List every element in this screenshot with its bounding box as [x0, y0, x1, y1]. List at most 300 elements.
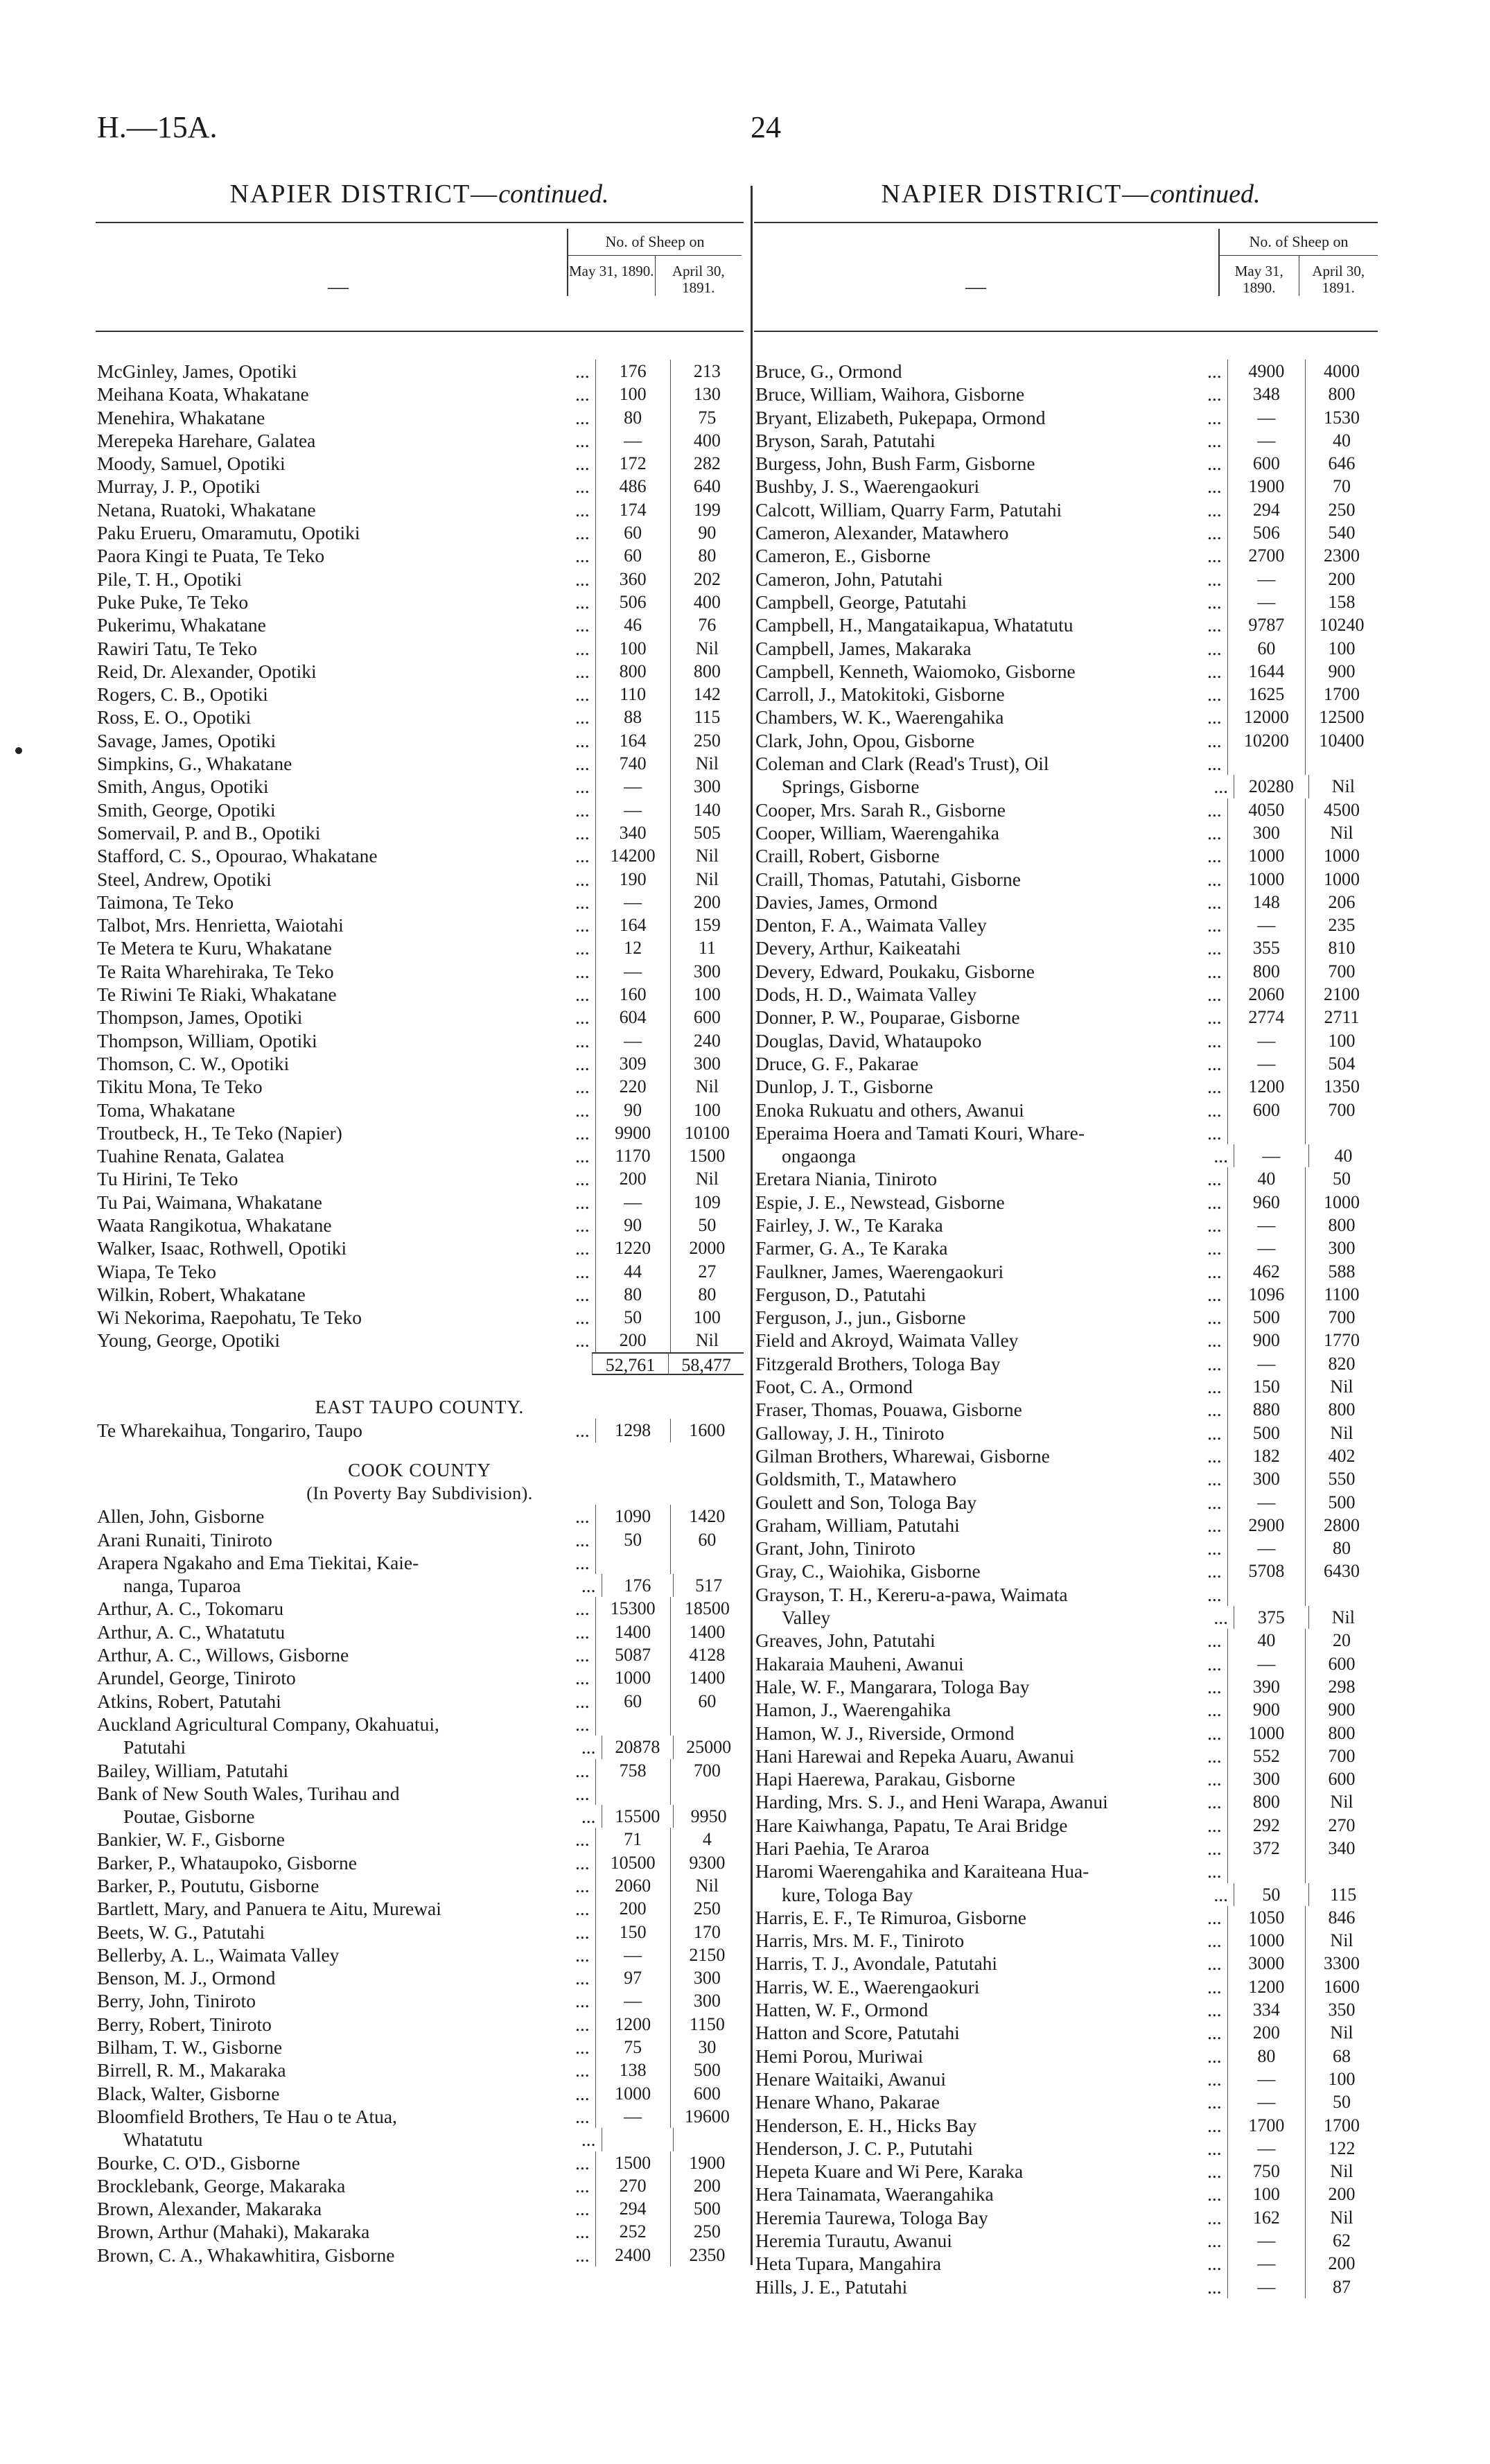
table-row: [96, 521, 744, 544]
table-row: [754, 406, 1378, 429]
leader-dots: ...: [1207, 1675, 1222, 1697]
value-may-1890: —: [1227, 2252, 1306, 2275]
value-april-1891: 50: [1305, 1167, 1378, 1190]
table-row: [754, 1860, 1378, 1882]
value-may-1890: 60: [595, 544, 670, 567]
value-april-1891: 206: [1305, 891, 1378, 914]
value-may-1890: 1170: [595, 1144, 670, 1167]
leader-dots: ...: [575, 1620, 590, 1643]
leader-dots: ...: [1207, 1444, 1222, 1467]
row-name: Haromi Waerengahika and Karaiteana Hua-: [755, 1860, 1089, 1882]
value-april-1891: 2150: [670, 1943, 744, 1966]
value-may-1890: 200: [595, 1167, 670, 1190]
value-may-1890: 355: [1227, 936, 1306, 959]
table-row: [754, 1329, 1378, 1352]
leader-dots: ...: [1207, 1237, 1222, 1259]
table-row: [754, 2068, 1378, 2090]
row-name: Bankier, W. F., Gisborne: [97, 1828, 285, 1851]
value-april-1891: 2100: [1305, 983, 1378, 1006]
leader-dots: ...: [575, 776, 590, 798]
value-may-1890: —: [1227, 2275, 1306, 2298]
value-april-1891: 1700: [1305, 2114, 1378, 2137]
value-april-1891: 40: [1308, 1144, 1378, 1167]
row-name: Rogers, C. B., Opotiki: [97, 683, 268, 706]
table-row: [96, 2082, 744, 2105]
value-may-1890: 500: [1227, 1422, 1306, 1444]
row-name: Arthur, A. C., Willows, Gisborne: [97, 1644, 349, 1666]
value-april-1891: 1770: [1305, 1329, 1378, 1352]
row-name: Barker, P., Poututu, Gisborne: [97, 1875, 319, 1896]
row-name: Smith, George, Opotiki: [97, 798, 276, 821]
leader-dots: ...: [1207, 1837, 1222, 1859]
value-may-1890: 1625: [1227, 683, 1306, 706]
value-may-1890: —: [1227, 1537, 1306, 1559]
leader-dots: ...: [575, 660, 590, 682]
row-name: Arthur, A. C., Whatatutu: [97, 1620, 286, 1643]
value-april-1891: 100: [670, 1099, 744, 1121]
leader-dots: ...: [575, 1214, 590, 1236]
value-april-1891: 2711: [1305, 1006, 1378, 1029]
value-may-1890: 1000: [1227, 1722, 1306, 1745]
value-may-1890: 390: [1227, 1675, 1306, 1698]
table-row: [96, 2105, 744, 2128]
table-row: [754, 1444, 1378, 1467]
table-row: [754, 914, 1378, 936]
cook-county-heading: [96, 1459, 744, 1482]
leader-dots: ...: [575, 1943, 590, 1966]
header-col-may: May 31, 1890.: [1234, 263, 1283, 296]
leader-dots: ...: [1207, 1560, 1222, 1582]
value-may-1890: 60: [595, 521, 670, 544]
value-may-1890: [595, 1713, 670, 1736]
row-name: Hamon, W. J., Riverside, Ormond: [755, 1722, 1015, 1744]
value-may-1890: 300: [1227, 821, 1306, 844]
value-may-1890: 604: [595, 1006, 670, 1029]
table-row: [96, 452, 744, 475]
table-row: [96, 891, 744, 914]
value-may-1890: 9900: [595, 1121, 670, 1144]
value-may-1890: —: [595, 2105, 670, 2128]
row-name: Netana, Ruatoki, Whakatane: [97, 498, 316, 521]
row-name: kure, Tologa Bay: [782, 1883, 913, 1905]
row-name: Burgess, John, Bush Farm, Gisborne: [755, 453, 1035, 475]
value-may-1890: [1227, 1121, 1306, 1144]
table-row: [96, 706, 744, 728]
value-april-1891: 2300: [1305, 544, 1378, 567]
leader-dots: ...: [575, 637, 590, 659]
value-april-1891: Nil: [670, 868, 744, 891]
value-may-1890: 270: [595, 2174, 670, 2197]
value-april-1891: 300: [670, 1989, 744, 2012]
table-row: [754, 1375, 1378, 1398]
value-may-1890: 200: [595, 1329, 670, 1352]
value-april-1891: 1400: [670, 1620, 744, 1643]
value-may-1890: 150: [595, 1921, 670, 1943]
leader-dots: ...: [1207, 821, 1222, 844]
value-may-1890: 1050: [1227, 1906, 1306, 1929]
row-name: Benson, M. J., Ormond: [97, 1967, 276, 1989]
table-row: [96, 1121, 744, 1144]
leader-dots: ...: [575, 475, 590, 498]
table-row: [96, 1874, 744, 1897]
table-row: [754, 660, 1378, 683]
table-row: [754, 775, 1378, 798]
value-april-1891: 300: [670, 775, 744, 798]
value-april-1891: 1530: [1305, 406, 1378, 429]
value-april-1891: [1305, 1860, 1378, 1882]
row-name: Simpkins, G., Whakatane: [97, 753, 292, 775]
value-april-1891: 200: [1305, 2183, 1378, 2205]
value-april-1891: Nil: [1305, 2021, 1378, 2044]
leader-dots: ...: [1207, 1952, 1222, 1975]
leader-dots: ...: [1207, 1329, 1222, 1352]
table-row: [754, 2275, 1378, 2298]
value-may-1890: 15500: [602, 1805, 674, 1828]
leader-dots: ...: [1207, 1491, 1222, 1513]
value-april-1891: 300: [670, 1966, 744, 1989]
value-may-1890: —: [595, 1191, 670, 1214]
table-row: [754, 1006, 1378, 1029]
value-april-1891: 282: [670, 452, 744, 475]
value-april-1891: 40: [1305, 429, 1378, 452]
table-row: [96, 383, 744, 405]
leader-dots: ...: [1207, 937, 1222, 959]
leader-dots: ...: [1207, 798, 1222, 821]
leader-dots: ...: [1207, 1076, 1222, 1098]
table-row: [754, 2160, 1378, 2183]
value-may-1890: 5708: [1227, 1559, 1306, 1582]
value-april-1891: 400: [670, 429, 744, 452]
row-name: Bellerby, A. L., Waimata Valley: [97, 1943, 340, 1966]
value-april-1891: 115: [670, 706, 744, 728]
row-name: Dods, H. D., Waimata Valley: [755, 984, 977, 1006]
table-row: [754, 1306, 1378, 1329]
leader-dots: ...: [575, 1052, 590, 1074]
row-name: Harris, T. J., Avondale, Patutahi: [755, 1952, 998, 1975]
leader-dots: ...: [1207, 1791, 1222, 1813]
table-row: [754, 1167, 1378, 1190]
row-name: Tu Hirini, Te Teko: [97, 1168, 238, 1190]
table-row: [96, 868, 744, 891]
leader-dots: ...: [1207, 1376, 1222, 1398]
value-april-1891: 142: [670, 683, 744, 706]
row-name: Thompson, William, Opotiki: [97, 1029, 317, 1051]
leader-dots: ...: [575, 1260, 590, 1282]
value-may-1890: 88: [595, 706, 670, 728]
row-name: Field and Akroyd, Waimata Valley: [755, 1329, 1019, 1352]
value-april-1891: 700: [1305, 960, 1378, 983]
leader-dots: ...: [1207, 1029, 1222, 1051]
leader-dots: ...: [1207, 1214, 1222, 1236]
leader-dots: ...: [575, 1782, 590, 1804]
value-may-1890: 10200: [1227, 729, 1306, 752]
value-may-1890: 40: [1227, 1167, 1306, 1190]
document-code: H.—15A.: [97, 110, 218, 144]
row-name: Murray, J. P., Opotiki: [97, 475, 261, 498]
value-april-1891: 300: [670, 960, 744, 983]
row-name: Hamon, J., Waerengahika: [755, 1699, 952, 1721]
table-row: [754, 1283, 1378, 1306]
leader-dots: ...: [575, 1667, 590, 1689]
value-may-1890: —: [1227, 2068, 1306, 2090]
value-may-1890: 12000: [1227, 706, 1306, 728]
value-april-1891: 1100: [1305, 1283, 1378, 1306]
table-row: [754, 1929, 1378, 1952]
table-row: [96, 360, 744, 383]
table-row: [754, 844, 1378, 867]
leader-dots: ...: [1207, 1860, 1222, 1882]
value-april-1891: [1305, 752, 1378, 775]
row-name: Bourke, C. O'D., Gisborne: [97, 2151, 300, 2174]
value-may-1890: 348: [1227, 383, 1306, 405]
leader-dots: ...: [1207, 706, 1222, 728]
value-april-1891: 4: [670, 1828, 744, 1851]
leader-dots: ...: [1207, 1191, 1222, 1213]
value-april-1891: 270: [1305, 1814, 1378, 1837]
leader-dots: ...: [575, 2013, 590, 2035]
row-name: Craill, Thomas, Patutahi, Gisborne: [755, 868, 1021, 890]
table-row: [754, 1837, 1378, 1860]
table-row: [754, 1559, 1378, 1582]
table-row: [96, 2174, 744, 2197]
value-may-1890: [1227, 1583, 1306, 1606]
leader-dots: ...: [1207, 614, 1222, 636]
row-name: Valley: [782, 1607, 831, 1629]
value-may-1890: —: [1227, 406, 1306, 429]
leader-dots: ...: [575, 1921, 590, 1943]
value-april-1891: 70: [1305, 475, 1378, 498]
right-column: [754, 222, 1378, 2298]
value-april-1891: 60: [670, 1528, 744, 1551]
leader-dots: ...: [1207, 1999, 1222, 2021]
row-name: Craill, Robert, Gisborne: [755, 845, 940, 867]
value-april-1891: 11: [670, 936, 744, 959]
value-may-1890: —: [1227, 1352, 1306, 1375]
value-may-1890: 1000: [595, 2082, 670, 2105]
leader-dots: ...: [575, 522, 590, 544]
table-row: [754, 1814, 1378, 1837]
value-april-1891: 640: [670, 475, 744, 498]
value-april-1891: 90: [670, 521, 744, 544]
row-name: Ferguson, D., Patutahi: [755, 1283, 927, 1305]
table-row: [754, 1906, 1378, 1929]
value-may-1890: 360: [595, 568, 670, 591]
row-name: Hapi Haerewa, Parakau, Gisborne: [755, 1768, 1015, 1790]
leader-dots: ...: [1207, 1583, 1222, 1605]
table-row: [96, 1075, 744, 1098]
row-name: Bailey, William, Patutahi: [97, 1759, 289, 1781]
value-april-1891: 1000: [1305, 1191, 1378, 1214]
value-april-1891: 4000: [1305, 360, 1378, 383]
leader-dots: ...: [575, 1076, 590, 1098]
leader-dots: ...: [1207, 891, 1222, 913]
table-row: [96, 429, 744, 452]
cook-county-heading-text: COOK COUNTY: [348, 1459, 491, 1480]
value-may-1890: —: [595, 1029, 670, 1052]
value-may-1890: 2774: [1227, 1006, 1306, 1029]
value-april-1891: 25000: [673, 1736, 744, 1758]
value-april-1891: 1420: [670, 1505, 744, 1528]
row-name: Hemi Porou, Muriwai: [755, 2045, 924, 2067]
value-may-1890: 900: [1227, 1329, 1306, 1352]
value-april-1891: 140: [670, 798, 744, 821]
value-april-1891: [670, 1713, 744, 1736]
table-row: [754, 1975, 1378, 1998]
row-name: Denton, F. A., Waimata Valley: [755, 914, 987, 936]
leader-dots: ...: [575, 1029, 590, 1051]
value-may-1890: 190: [595, 868, 670, 891]
value-april-1891: 600: [670, 1006, 744, 1029]
row-name: Eperaima Hoera and Tamati Kouri, Whare-: [755, 1121, 1085, 1144]
value-may-1890: 176: [602, 1574, 674, 1597]
value-may-1890: 200: [1227, 2021, 1306, 2044]
value-may-1890: 160: [595, 983, 670, 1006]
table-row: [754, 936, 1378, 959]
leader-dots: ...: [1207, 660, 1222, 682]
value-may-1890: 552: [1227, 1745, 1306, 1767]
value-may-1890: 164: [595, 914, 670, 936]
value-april-1891: 500: [670, 2059, 744, 2081]
table-row: [96, 1237, 744, 1259]
row-name: Campbell, James, Makaraka: [755, 637, 972, 659]
value-may-1890: 71: [595, 1828, 670, 1851]
row-name: Heta Tupara, Mangahira: [755, 2253, 942, 2275]
value-may-1890: 294: [595, 2197, 670, 2220]
row-name: Hani Harewai and Repeka Auaru, Awanui: [755, 1745, 1075, 1767]
leader-dots: ...: [575, 2151, 590, 2174]
value-april-1891: Nil: [670, 1075, 744, 1098]
row-name: Espie, J. E., Newstead, Gisborne: [755, 1191, 1005, 1213]
row-name: Bank of New South Wales, Turihau and: [97, 1782, 400, 1804]
row-name: Ross, E. O., Opotiki: [97, 706, 252, 728]
leader-dots: ...: [1207, 591, 1222, 613]
table-row: [96, 1805, 744, 1828]
value-april-1891: 500: [1305, 1491, 1378, 1514]
row-name: Poutae, Gisborne: [123, 1806, 255, 1828]
table-row: [754, 2252, 1378, 2275]
leader-dots: ...: [1207, 2068, 1222, 2090]
table-row: [96, 798, 744, 821]
value-april-1891: 50: [1305, 2090, 1378, 2113]
value-may-1890: [1227, 752, 1306, 775]
leader-dots: ...: [575, 960, 590, 982]
value-april-1891: 100: [1305, 637, 1378, 660]
leader-dots: ...: [575, 1759, 590, 1781]
value-may-1890: 220: [595, 1075, 670, 1098]
value-may-1890: 46: [595, 613, 670, 636]
leader-dots: ...: [1207, 2275, 1222, 2298]
value-april-1891: [1305, 1583, 1378, 1606]
row-name: Tikitu Mona, Te Teko: [97, 1076, 263, 1098]
leader-dots: ...: [1213, 1883, 1229, 1905]
table-row: [96, 1782, 744, 1805]
table-row: [754, 498, 1378, 521]
total-april-1891: 58,477: [668, 1352, 744, 1375]
right-table-header: [754, 223, 1378, 332]
value-may-1890: 2060: [1227, 983, 1306, 1006]
row-name: Stafford, C. S., Opourao, Whakatane: [97, 845, 378, 867]
table-row: [754, 1237, 1378, 1259]
value-april-1891: 2800: [1305, 1514, 1378, 1537]
page-number: 24: [751, 110, 781, 144]
row-name: Druce, G. F., Pakarae: [755, 1052, 919, 1074]
table-row: [754, 868, 1378, 891]
value-april-1891: 100: [670, 1306, 744, 1329]
value-may-1890: 164: [595, 729, 670, 752]
row-name: Wilkin, Robert, Whakatane: [97, 1283, 306, 1305]
value-may-1890: 90: [595, 1214, 670, 1237]
row-name: Hakaraia Mauheni, Awanui: [755, 1652, 964, 1675]
table-row: [754, 821, 1378, 844]
leader-dots: ...: [575, 1191, 590, 1213]
row-name: Talbot, Mrs. Henrietta, Waiotahi: [97, 914, 344, 936]
table-row: [96, 1597, 744, 1620]
table-row: [754, 452, 1378, 475]
row-name: Hare Kaiwhanga, Papatu, Te Arai Bridge: [755, 1814, 1068, 1836]
row-name: Merepeka Harehare, Galatea: [97, 429, 316, 451]
value-may-1890: 100: [595, 637, 670, 660]
table-row: [96, 1551, 744, 1574]
leader-dots: ...: [1207, 984, 1222, 1006]
leader-dots: ...: [575, 1690, 590, 1712]
leader-dots: ...: [575, 1006, 590, 1029]
header-col-april: April 30, 1891.: [1299, 256, 1378, 296]
table-row: [754, 2137, 1378, 2160]
value-may-1890: 200: [595, 1897, 670, 1920]
value-may-1890: —: [1227, 591, 1306, 613]
table-row: [754, 544, 1378, 567]
row-name: Black, Walter, Gisborne: [97, 2082, 280, 2104]
value-may-1890: —: [1227, 429, 1306, 452]
leader-dots: ...: [575, 2082, 590, 2104]
row-name: Te Raita Wharehiraka, Te Teko: [97, 960, 334, 982]
row-name: nanga, Tuparoa: [123, 1575, 241, 1597]
table-row: [96, 775, 744, 798]
value-april-1891: 505: [670, 821, 744, 844]
value-may-1890: 90: [595, 1099, 670, 1121]
table-row: [96, 1897, 744, 1920]
leader-dots: ...: [575, 706, 590, 728]
leader-dots: ...: [575, 568, 590, 590]
value-may-1890: —: [1227, 914, 1306, 936]
table-row: [96, 1505, 744, 1528]
table-row: [96, 936, 744, 959]
value-april-1891: 62: [1305, 2229, 1378, 2252]
table-row: [754, 1675, 1378, 1698]
leader-dots: ...: [575, 360, 590, 382]
row-name: Puke Puke, Te Teko: [97, 591, 249, 613]
table-row: [96, 1620, 744, 1643]
table-row: [754, 960, 1378, 983]
table-row: [96, 406, 744, 429]
row-name: Campbell, George, Patutahi: [755, 591, 967, 613]
row-name: Rawiri Tatu, Te Teko: [97, 637, 257, 659]
leader-dots: ...: [1207, 1099, 1222, 1121]
leader-dots: ...: [1207, 2160, 1222, 2183]
header-dash: —: [328, 275, 349, 298]
value-april-1891: 2000: [670, 1237, 744, 1259]
table-row: [754, 1144, 1378, 1167]
row-name: Bushby, J. S., Waerengaokuri: [755, 475, 980, 498]
value-april-1891: [670, 1551, 744, 1574]
value-may-1890: —: [1227, 2137, 1306, 2160]
value-may-1890: 174: [595, 498, 670, 521]
row-name: Arapera Ngakaho and Ema Tiekitai, Kaie-: [97, 1551, 419, 1573]
row-name: Brocklebank, George, Makaraka: [97, 2174, 346, 2196]
table-row: [754, 1121, 1378, 1144]
leader-dots: ...: [575, 545, 590, 567]
row-name: Carroll, J., Matokitoki, Gisborne: [755, 683, 1005, 706]
